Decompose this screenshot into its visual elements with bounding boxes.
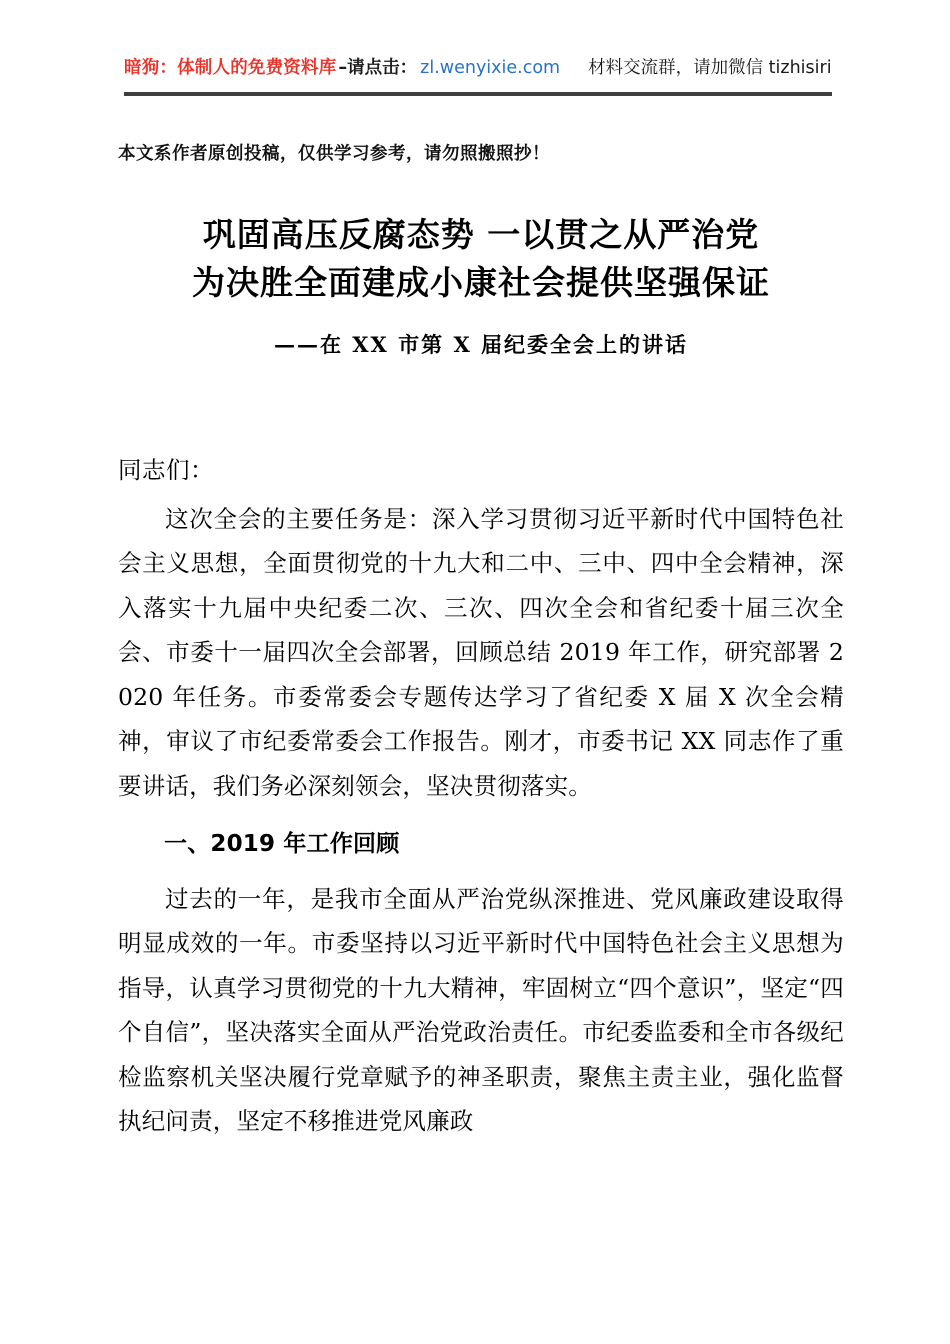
body-paragraph-2: 过去的一年，是我市全面从严治党纵深推进、党风廉政建设取得明显成效的一年。市委坚持以习近平新时代中国特色社会主义思想为指导，认真学习贯彻党的十九大精神，牢固树立“四个意识”，坚定“四个自信”，坚决落实全面从严治党政治责任。市纪委监委和全市各级纪检监察机关坚决履行党章赋予的神圣职责，聚焦主责主业，强化监督执纪问责，坚定不移推进党风廉政 bbox=[118, 884, 844, 1136]
promo-cta-text: –请点击： bbox=[338, 58, 418, 78]
salutation: 同志们： bbox=[118, 455, 214, 484]
document-title-line-2: 为决胜全面建成小康社会提供坚强保证 bbox=[192, 262, 770, 302]
body-paragraph-1: 这次全会的主要任务是：深入学习贯彻习近平新时代中国特色社会主义思想，全面贯彻党的十九大和二中、三中、四中全会精神，深入落实十九届中央纪委二次、三次、四次全会和省纪委十届三次全会、市委十一届四次全会部署，回顾总结 2019 年工作，研究部署 2020 年任务。市委常委会专题传达学习了省纪委 X 届 X 次全会精神，审议了市纪委常委会工作报告。刚才，市委书记 XX 同志作了重要讲话，我们务必深刻领会，坚决贯彻落实。 bbox=[118, 504, 844, 800]
promo-wechat-text: 材料交流群，请加微信 tizhisiri bbox=[588, 58, 832, 78]
promo-header-banner bbox=[124, 58, 832, 80]
promo-header-divider bbox=[124, 92, 832, 96]
promo-url-link[interactable]: zl.wenyixie.com bbox=[420, 58, 561, 78]
promo-brand-text: 暗狗：体制人的免费资料库 bbox=[124, 58, 337, 78]
document-subtitle: ——在 XX 市第 X 届纪委全会上的讲话 bbox=[273, 331, 689, 357]
document-title-line-1: 巩固高压反腐态势 一以贯之从严治党 bbox=[202, 215, 760, 254]
section-heading-1: 一、2019 年工作回顾 bbox=[164, 831, 400, 858]
document-title-block bbox=[118, 211, 844, 359]
document-content bbox=[118, 140, 844, 1144]
promo-header-line bbox=[124, 58, 832, 80]
original-work-notice: 本文系作者原创投稿，仅供学习参考，请勿照搬照抄！ bbox=[118, 144, 550, 164]
